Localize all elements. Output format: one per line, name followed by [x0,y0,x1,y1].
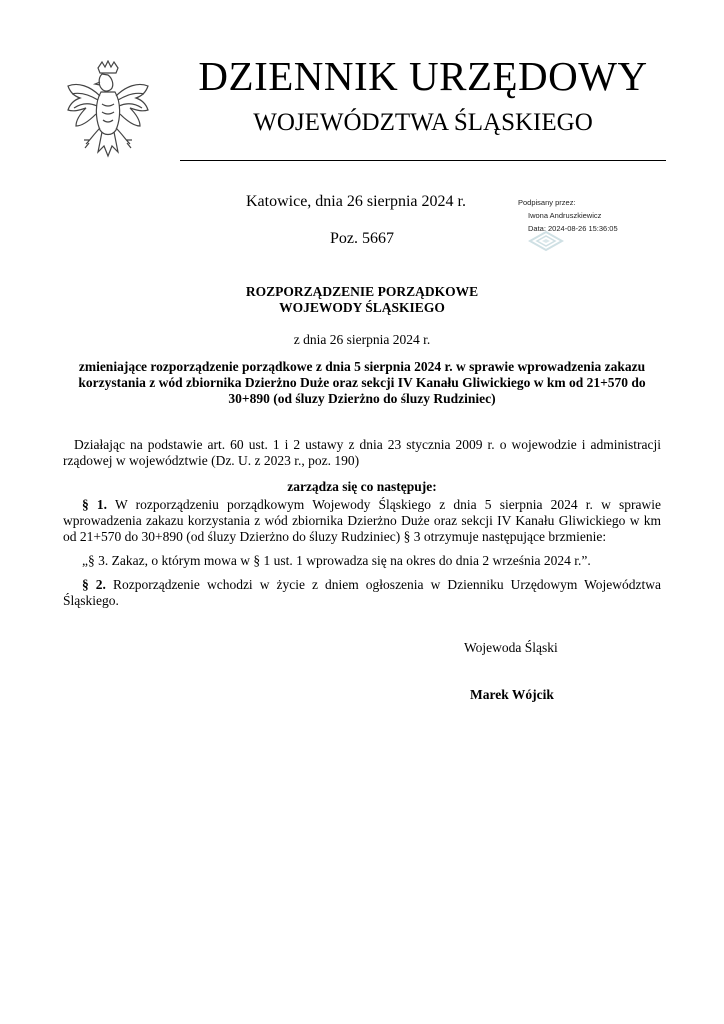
journal-title: DZIENNIK URZĘDOWY [198,53,648,99]
position-number: Poz. 5667 [330,230,394,247]
section-1 [63,497,661,545]
document-type-line2: WOJEWODY ŚLĄSKIEGO [279,300,445,315]
journal-subtitle: WOJEWÓDZTWA ŚLĄSKIEGO [253,109,593,136]
document-date: z dnia 26 sierpnia 2024 r. [293,332,431,347]
document-type [80,284,644,316]
signatory-role: Wojewoda Śląski [464,640,558,655]
section-1-text: W rozporządzeniu porządkowym Wojewody Śląskiego z dnia 5 sierpnia 2024 r. w sprawie wprowadzenia zakazu korzystania z wód zbiornika Dzierżno Duże oraz sekcji IV Kanału Gliwickiego w km od 21+570 do 30+890 (od śluzy Dzierżno do śluzy Rudziniec) § 3 otrzymuje następujące brzmienie: [63,497,662,544]
amendment-quote: „§ 3. Zakaz, o którym mowa w § 1 ust. 1 wprowadza się na okres do dnia 2 września 2024 r.”. [82,553,591,568]
section-2 [63,577,661,609]
signature-seal-icon [528,230,564,252]
place-date: Katowice, dnia 26 sierpnia 2024 r. [246,193,466,210]
section-1-label: § 1. [82,497,108,512]
signature-signer: Iwona Andruszkiewicz [528,211,602,220]
signatory-name: Marek Wójcik [470,687,554,702]
signature-label: Podpisany przez: [518,198,576,207]
section-2-label: § 2. [82,577,106,592]
document-type-line1: ROZPORZĄDZENIE PORZĄDKOWE [245,284,479,299]
section-2-text: Rozporządzenie wchodzi w życie z dniem ogłoszenia w Dzienniku Urzędowym Województwa Śląskiego. [63,577,662,608]
header-divider [180,160,666,161]
signature-date: Data: 2024-08-26 15:36:05 [528,224,618,233]
decree-line: zarządza się co następuje: [287,479,437,494]
document-subject: zmieniające rozporządzenie porządkowe z dnia 5 sierpnia 2024 r. w sprawie wprowadzenia zakazu korzystania z wód zbiornika Dzierżno Duże oraz sekcji IV Kanału Gliwickiego w km od 21+570 do 30+890 (od śluzy Dzierżno do śluzy Rudziniec) [78,359,646,406]
white-eagle-emblem [62,60,154,166]
legal-basis-paragraph: Działając na podstawie art. 60 ust. 1 i 2 ustawy z dnia 23 stycznia 2009 r. o wojewodzie i administracji rządowej w województwie (Dz. U. z 2023 r., poz. 190) [63,437,661,468]
